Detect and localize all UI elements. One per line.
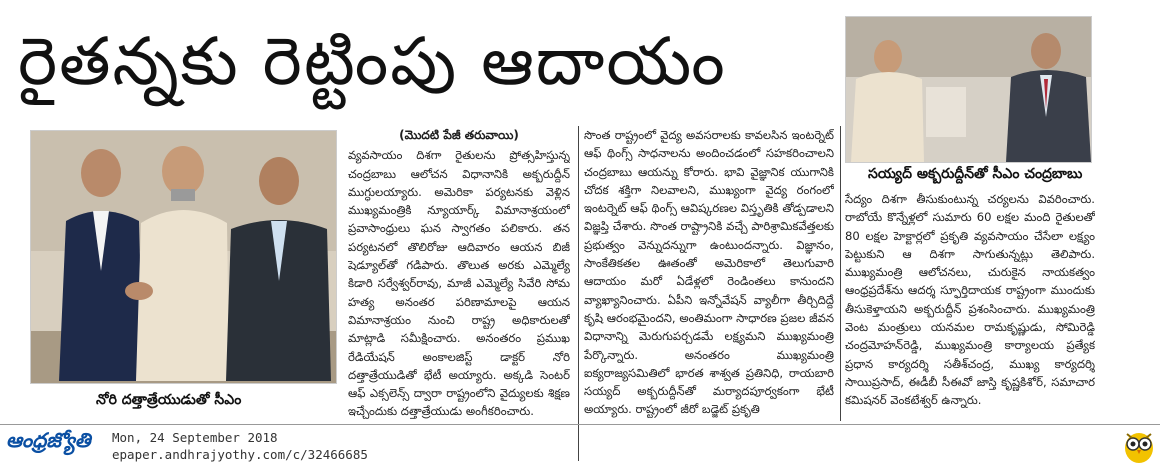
footer-divider xyxy=(0,424,1160,425)
andhrajyothy-logo[interactable]: ఆంధ్రజ్యోతి xyxy=(6,428,91,452)
photo-cm-with-nori-dattatreyudu xyxy=(30,130,337,384)
edition-date: Mon, 24 September 2018 xyxy=(112,430,278,445)
owl-icon xyxy=(1122,428,1156,464)
article-column-3 xyxy=(845,190,1095,420)
photo-cm-with-akbaruddin xyxy=(845,16,1092,163)
epaper-url[interactable]: epaper.andhrajyothy.com/c/32466685 xyxy=(112,447,368,462)
continued-from-front-page: (మొదటి పేజీ తరువాయి) xyxy=(399,128,519,142)
headline: రైతన్నకు రెట్టింపు ఆదాయం xyxy=(18,23,727,100)
column-divider xyxy=(578,126,579,461)
article-text-2: సొంత రాష్ట్రంలో వైద్య అవసరాలకు కావలసిన ఇంటర్నెట్ ఆఫ్ థింగ్స్ సాధనాలను అందించడంలో సహకరించాలని చంద్రబాబు ఆయన్ను కోరారు. భావి వైజ్ఞానిక యుగానికి చోదక శక్తిగా నిలవాలని, ముఖ్యంగా వైద్య రంగంలో ఇంటర్నెట్ ఆఫ్ థింగ్స్ ఆవిష్కరణల విస్తృతికి తోడ్పడాలని విజ్ఞప్తి చేశారు. సొంత రాష్ట్రానికి వచ్చే పారిశ్రామికవేత్తలకు ప్రభుత్వం వెన్నుదన్నుగా ఉంటుందన్నారు. విజ్ఞానం, సాంకేతికతల ఊతంతో అమెరికాలో తెలుగువారి ఆదాయం మరో ఏడేళ్లలో రెండింతలు కానుందని వ్యాఖ్యానించారు. ఏపీని ఇన్నోవేషన్ వ్యాలీగా తీర్చిదిద్దే కృషి ఆరంభమైందని, అంతిమంగా సాధారణ ప్రజల జీవన విధానాన్ని మెరుగుపర్చడమే లక్ష్యమని ముఖ్యమంత్రి పేర్కొన్నారు. అనంతరం ముఖ్యమంత్రి ఐక్యరాజ్యసమితిలో భారత శాశ్వత ప్రతినిధి, రాయబారి సయ్యద్ అక్బరుద్దీన్‌తో మర్యాదపూర్వకంగా భేటీ అయ్యారు. రాష్ట్రంలో జీరో బడ్జెట్ ప్రకృతి xyxy=(584,128,834,417)
caption-left-photo: నోరి దత్తాత్రేయుడుతో సీఎం xyxy=(96,392,242,408)
article-text-3: సేద్యం దిశగా తీసుకుంటున్న చర్యలను వివరించారు. రాబోయే కొన్నేళ్లలో సుమారు 60 లక్షల మంది రైతులతో 80 లక్షల హెక్టార్లలో ప్రకృతి వ్యవసాయం చేసేలా లక్ష్యం పెట్టుకుని ఆ దిశగా సాగుతున్నట్లు తెలిపారు. ముఖ్యమంత్రి ఆలోచనలు, చురుకైన నాయకత్వం ఆంధ్రప్రదేశ్‌ను ఆదర్శ స్ఫూర్తిదాయక రాష్ట్రంగా ముందుకు తీసుకెళ్తాయని అక్బరుద్దీన్ ప్రశంసించారు. ముఖ్యమంత్రి వెంట మంత్రులు యనమల రామకృష్ణుడు, సోమిరెడ్డి చంద్రమోహన్‌రెడ్డి, ముఖ్యమంత్రి కార్యాలయ ప్రత్యేక ప్రధాన కార్యదర్శి సతీశ్‌చంద్ర, ముఖ్య కార్యదర్శి సాయిప్రసాద్, ఈడీబీ సీఈవో జాస్తి కృష్ణకిశోర్, సమాచార కమిషనర్ వెంకటేశ్వర్ ఉన్నారు. xyxy=(845,192,1095,408)
caption-right-photo: సయ్యద్ అక్బరుద్దీన్‌తో సీఎం చంద్రబాబు xyxy=(868,166,1083,182)
column-divider xyxy=(840,126,841,421)
article-text-1: వ్యవసాయం దిశగా రైతులను ప్రోత్సహిస్తున్న చంద్రబాబు ఆలోచన విధానానికి అక్బరుద్దీన్ ముగ్ధులయ్యారు. అమెరికా పర్యటనకు వెళ్లిన ముఖ్యమంత్రికి న్యూయార్క్ విమానాశ్రయంలో ప్రవాసాంధ్రులు ఘన స్వాగతం పలికారు. తన పర్యటనలో తొలిరోజు ఆదివారం ఆయన బిజీ షెడ్యూల్‌తో గడిపారు. తొలుత అరకు ఎమ్మెల్యే కిడారి సర్వేశ్వర్‌రావు, మాజీ ఎమ్మెల్యే సివేరి సోమ హత్య అనంతర పరిణామాలపై ఆయన విమానాశ్రయం నుంచి రాష్ట్ర అధికారులతో మాట్లాడి సమీక్షించారు. అనంతరం ప్రముఖ రేడియేషన్ అంకాలజిస్ట్ డాక్టర్ నోరి దత్తాత్రేయుడితో భేటీ అయ్యారు. అక్కడి సెంటర్ ఆఫ్ ఎక్సలెన్స్ ద్వారా రాష్ట్రంలోని వైద్యులకు శిక్షణ ఇచ్చేందుకు దత్తాత్రేయుడు అంగీకరించారు. xyxy=(348,148,570,419)
article-column-1 xyxy=(348,126,570,461)
article-column-2 xyxy=(584,126,834,461)
